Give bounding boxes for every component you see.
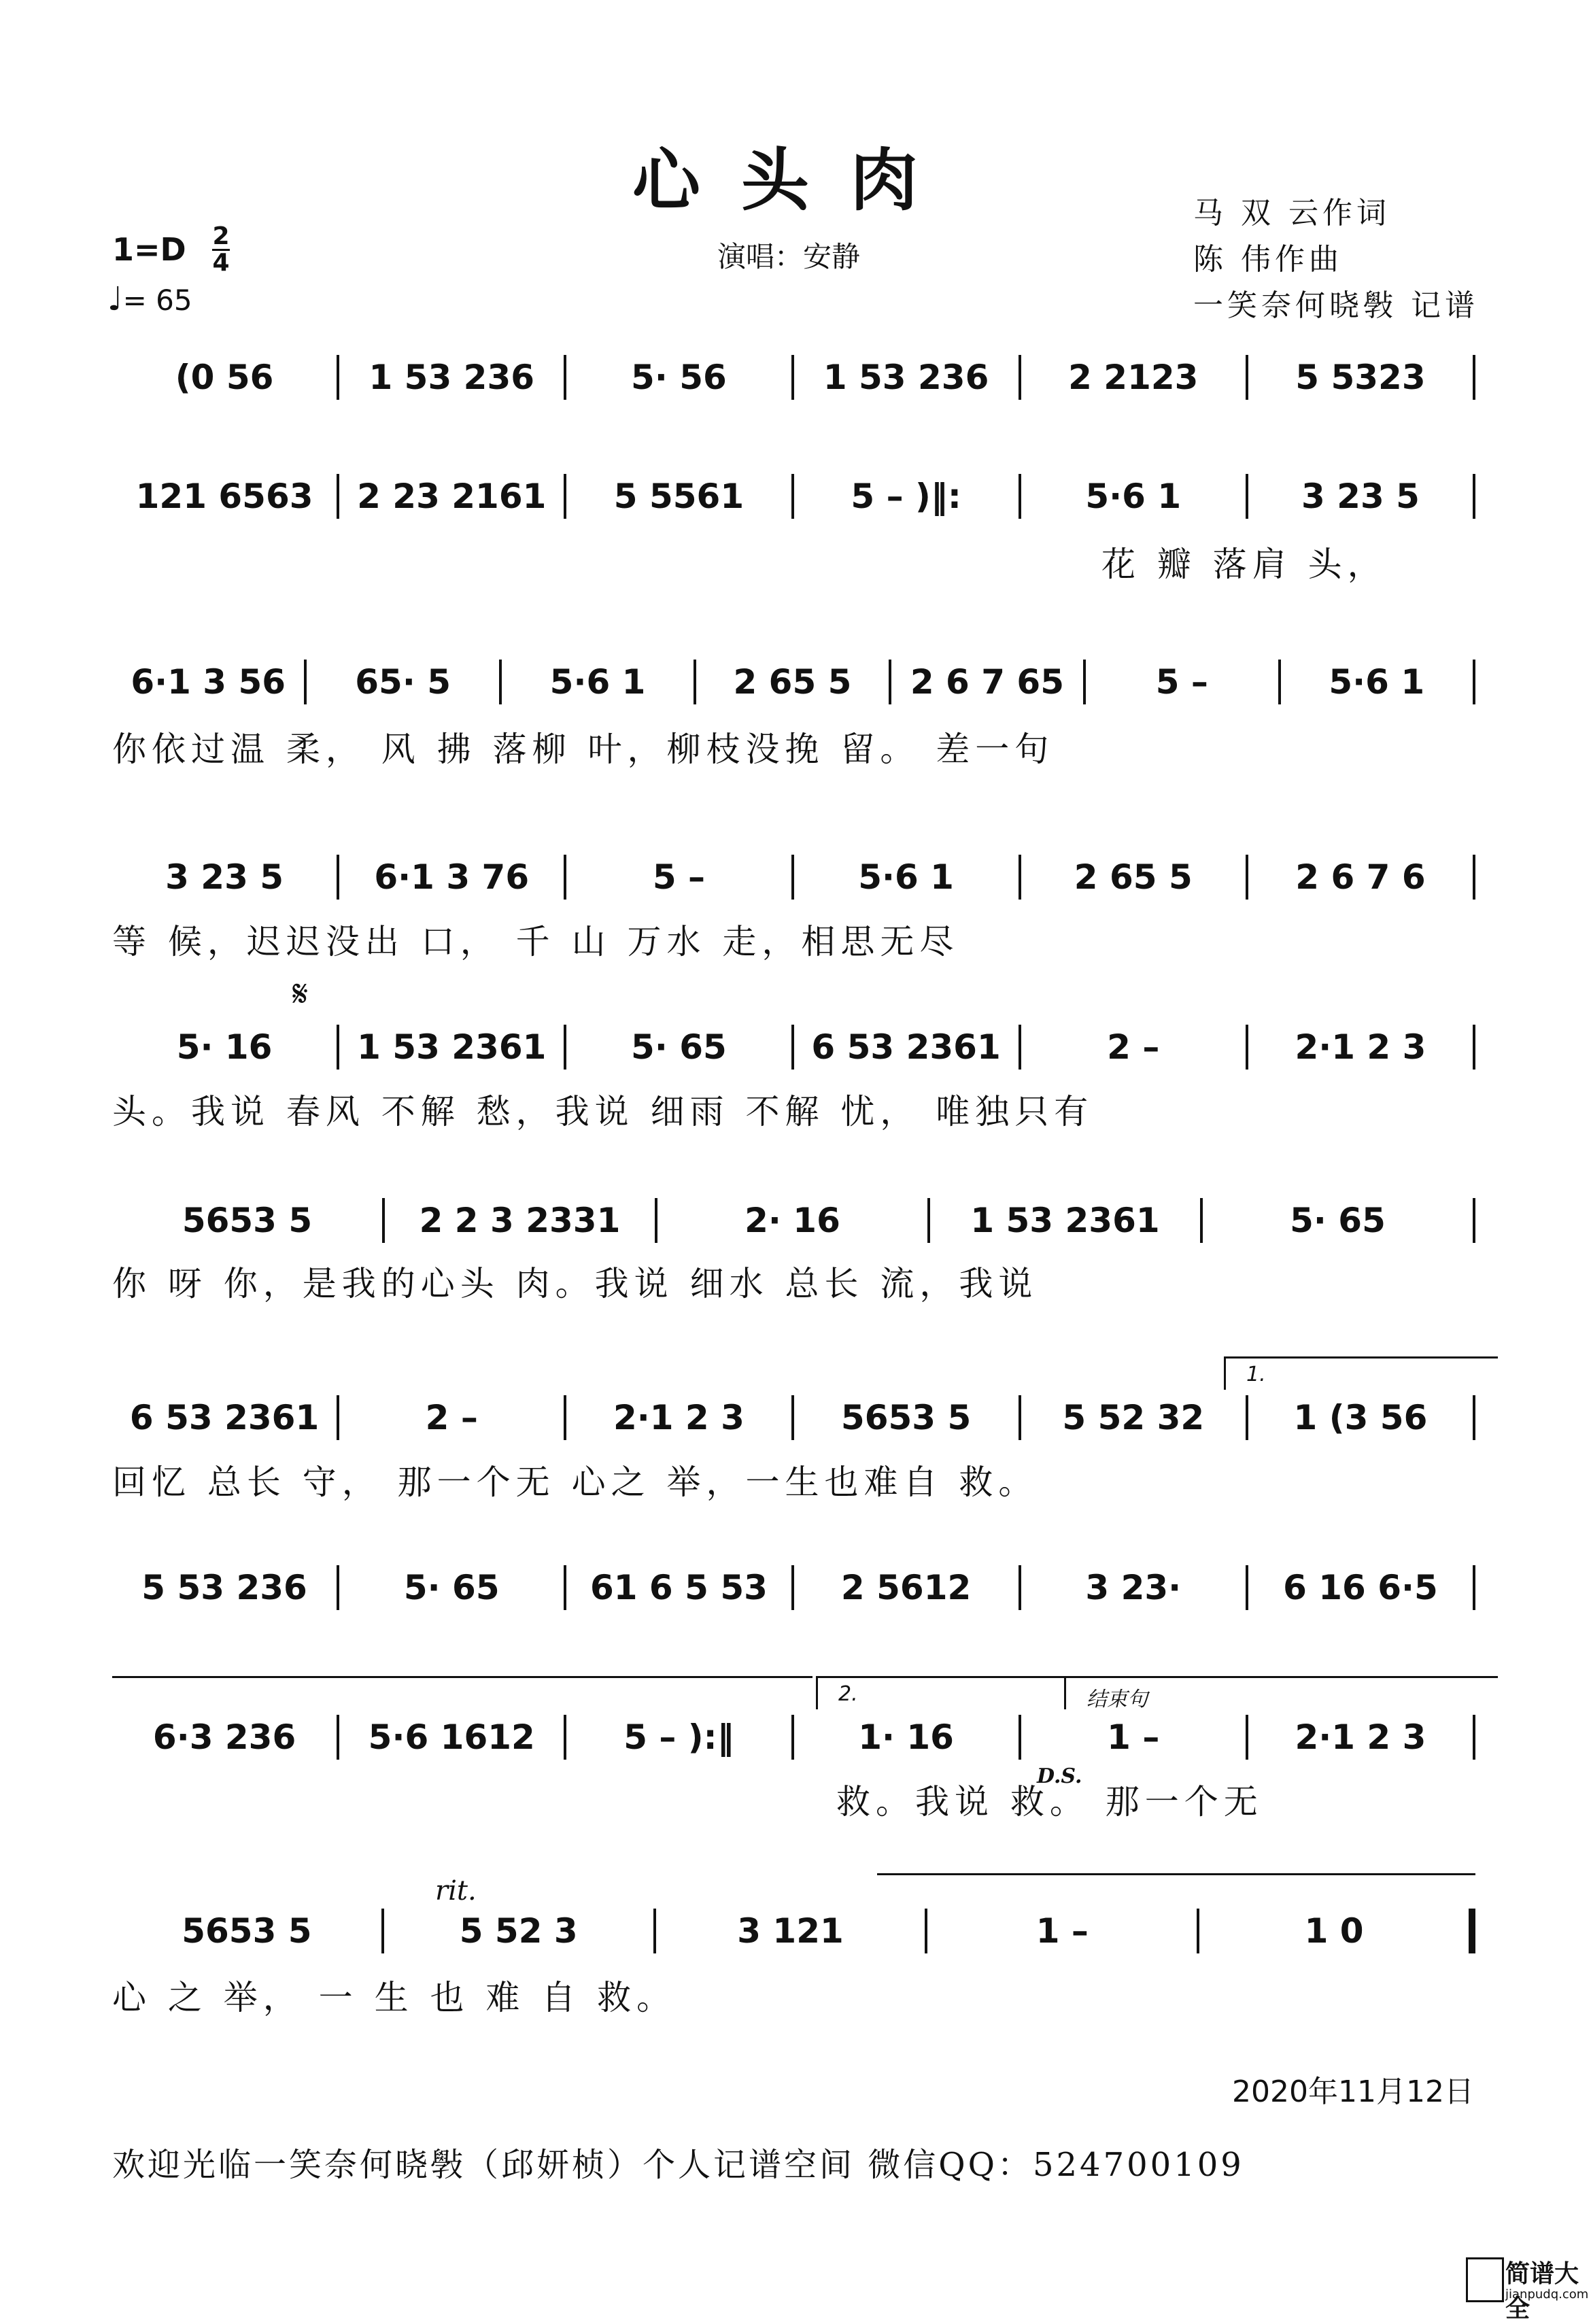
measure: 1 53 2361	[357, 1027, 547, 1067]
measure: 121 6563	[135, 477, 313, 516]
measure: 2 6 7 6	[1295, 857, 1426, 897]
footer-text: 欢迎光临一笑奈何晓斅（邱妍桢）个人记谱空间 微信QQ：524700109	[112, 2146, 1244, 2184]
piano-keys-icon	[1466, 2257, 1504, 2302]
measure: 2 –	[1107, 1027, 1160, 1067]
music-line-8	[112, 1564, 1475, 1611]
transcriber-credit: 一笑奈何晓斅 记谱	[1193, 288, 1479, 323]
measure: (0 56	[175, 358, 274, 397]
music-line-9	[112, 1713, 1475, 1761]
measure: 5· 16	[176, 1027, 273, 1067]
measure: 2· 16	[745, 1201, 840, 1240]
measure: 3 23·	[1085, 1568, 1182, 1607]
segno-icon: 𝄋	[292, 972, 309, 1015]
measure: 5·6 1	[1329, 662, 1425, 702]
lyrics-line-2: 花 瓣 落肩 头，	[1101, 545, 1387, 584]
quarter-note-icon: ♩	[107, 280, 123, 318]
music-line-6	[112, 1197, 1475, 1244]
measure: 3 23 5	[1301, 477, 1420, 516]
measure: 5·6 1612	[368, 1718, 535, 1757]
measure: 1· 16	[858, 1718, 954, 1757]
measure: 5·6 1	[1085, 477, 1182, 516]
measure: 1 (3 56	[1293, 1398, 1428, 1437]
music-line-5	[112, 1023, 1475, 1071]
date: 2020年11月12日	[1232, 2074, 1474, 2109]
music-line-10	[112, 1907, 1475, 1955]
page-title: 心头肉	[632, 140, 959, 220]
rit-extension-line	[877, 1873, 1475, 1875]
site-logo[interactable]	[1462, 2242, 1591, 2323]
tempo-mark	[107, 280, 192, 318]
measure: 65· 5	[355, 662, 451, 702]
measure: 5 52 32	[1062, 1398, 1205, 1437]
lyrics-line-4: 等 候，迟迟没出 口， 千 山 万水 走，相思无尽	[112, 922, 959, 961]
measure: 61 6 5 53	[589, 1568, 768, 1607]
dal-segno-mark: D.S.	[1037, 1764, 1082, 1788]
measure: 5 52 3	[459, 1911, 578, 1951]
measure: 5· 65	[1290, 1201, 1386, 1240]
measure: 6·1 3 76	[374, 857, 530, 897]
measure: 2 5612	[840, 1568, 972, 1607]
measure: 2 65 5	[733, 662, 852, 702]
measure: 5 –	[652, 857, 706, 897]
measure: 5· 65	[403, 1568, 500, 1607]
singer: 演唱：安静	[717, 240, 861, 273]
lyrics-line-6: 你 呀 你，是我的心头 肉。我说 细水 总长 流，我说	[112, 1264, 1038, 1303]
music-line-4	[112, 853, 1475, 901]
measure: 5· 65	[631, 1027, 727, 1067]
volta-ending-phrase: 结束句	[1064, 1676, 1498, 1709]
measure: 6 53 2361	[129, 1398, 320, 1437]
measure: 2·1 2 3	[1295, 1027, 1426, 1067]
music-line-1	[112, 354, 1475, 401]
lyrics-line-7: 回忆 总长 守， 那一个无 心之 举，一生也难自 救。	[112, 1463, 1038, 1502]
measure: 1 53 2361	[970, 1201, 1160, 1240]
tempo-value: = 65	[122, 284, 192, 317]
measure: 5 – ):‖	[623, 1718, 734, 1757]
measure: 2·1 2 3	[613, 1398, 745, 1437]
logo-url: jianpudq.com	[1505, 2287, 1589, 2302]
lyrics-line-9: 救。我说 救。 那一个无	[836, 1782, 1263, 1822]
music-line-7	[112, 1394, 1475, 1441]
measure: 5653 5	[840, 1398, 972, 1437]
measure: 1 0	[1304, 1911, 1364, 1951]
measure: 2 6 7 65	[910, 662, 1064, 702]
volta-continuation-line	[112, 1676, 812, 1678]
volta-second-ending: 2.	[816, 1676, 1070, 1709]
measure: 5 –	[1155, 662, 1208, 702]
measure: 5653 5	[182, 1911, 312, 1951]
measure: 6·1 3 56	[131, 662, 286, 702]
composer-credit: 陈 伟作曲	[1193, 242, 1343, 277]
measure: 5 53 236	[141, 1568, 307, 1607]
measure: 2·1 2 3	[1295, 1718, 1426, 1757]
meter-top: 2	[212, 222, 230, 250]
measure: 2 2123	[1068, 358, 1199, 397]
measure: 5·6 1	[549, 662, 646, 702]
measure: 5 5323	[1295, 358, 1426, 397]
measure: 5· 56	[631, 358, 727, 397]
ritardando-mark: rit.	[435, 1875, 477, 1907]
measure: 1 53 236	[369, 358, 535, 397]
key-signature: 1=D	[112, 231, 186, 268]
measure: 6 16 6·5	[1283, 1568, 1438, 1607]
lyrics-line-3: 你依过温 柔， 风 拂 落柳 叶，柳枝没挽 留。 差一句	[112, 730, 1055, 769]
measure: 5653 5	[182, 1201, 313, 1240]
measure: 2 –	[425, 1398, 478, 1437]
measure: 6·3 236	[152, 1718, 296, 1757]
measure: 2 65 5	[1074, 857, 1193, 897]
measure: 1 53 236	[823, 358, 989, 397]
measure: 5 – )‖:	[851, 477, 961, 516]
meter-bottom: 4	[212, 249, 230, 277]
lyricist-credit: 马 双 云作词	[1193, 196, 1390, 230]
volta-first-ending: 1.	[1224, 1356, 1498, 1390]
time-signature	[212, 224, 230, 275]
lyrics-line-5: 头。我说 春风 不解 愁，我说 细雨 不解 忧， 唯独只有	[112, 1092, 1094, 1131]
measure: 1 –	[1107, 1718, 1160, 1757]
measure: 1 –	[1036, 1911, 1089, 1951]
music-line-2	[112, 473, 1475, 520]
music-line-3	[112, 658, 1475, 706]
measure: 3 23 5	[165, 857, 284, 897]
credits	[1193, 190, 1479, 329]
measure: 6 53 2361	[811, 1027, 1001, 1067]
logo-name: 简谱大全	[1505, 2260, 1579, 2323]
measure: 2 23 2161	[357, 477, 547, 516]
measure: 3 121	[737, 1911, 844, 1951]
lyrics-line-10: 心 之 举， 一 生 也 难 自 救。	[112, 1978, 677, 2017]
measure: 5 5561	[613, 477, 745, 516]
measure: 2 2 3 2331	[419, 1201, 621, 1240]
measure: 5·6 1	[858, 857, 954, 897]
